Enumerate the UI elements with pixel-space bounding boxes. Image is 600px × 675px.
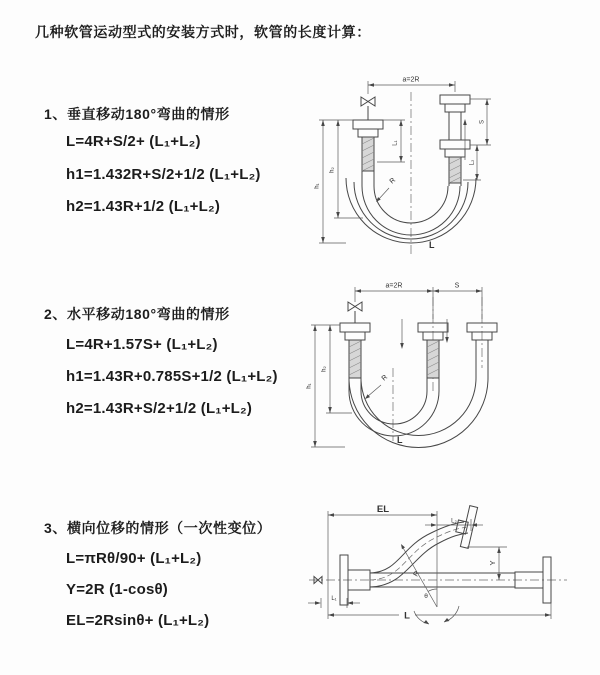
diagram-horizontal-180-bend: [300, 273, 600, 468]
right-fitting: [440, 95, 470, 186]
dim-label-a2r: a=2R: [402, 76, 420, 84]
section-1-formula-h2: h2=1.43R+1/2 (L₁+L₂): [66, 198, 221, 215]
left-fitting: [353, 120, 383, 186]
section-1-heading: 1、垂直移动180°弯曲的情形: [44, 106, 230, 122]
section-3-formula-L: L=πRθ/90+ (L₁+L₂): [66, 550, 202, 567]
dim-label-theta: θ: [424, 593, 428, 600]
dimension-a2r: [368, 77, 455, 95]
radius-leader: [401, 544, 437, 607]
valve-icon: [361, 97, 375, 106]
dim-label-l2: L₂: [451, 518, 457, 525]
dim-label-el: EL: [376, 504, 390, 515]
diagram-vertical-180-bend: [305, 68, 595, 263]
dimension-s: [470, 99, 491, 145]
dim-label-s: S: [454, 282, 460, 290]
dim-label-l2: L₂: [469, 159, 476, 166]
dimension-l: [328, 603, 551, 622]
dim-label-h2: h₂: [321, 366, 328, 372]
dimension-h2: [311, 325, 352, 413]
section-1-formula-L: L=4R+S/2+ (L₁+L₂): [66, 133, 201, 150]
dim-label-l: L: [397, 435, 403, 445]
section-1-formula-h1: h1=1.432R+S/2+1/2 (L₁+L₂): [66, 166, 261, 183]
dim-label-l1: L₁: [331, 596, 337, 602]
valve-icon: [348, 302, 362, 311]
dimension-l1: [377, 120, 405, 162]
dim-label-h2: h₂: [329, 167, 336, 173]
dim-label-h1: h₁: [306, 383, 313, 389]
dim-label-r: R: [380, 373, 390, 383]
dim-label-a2r: a=2R: [385, 282, 403, 290]
section-3-heading: 3、横向位移的情形（一次性变位）: [44, 520, 272, 536]
section-2-heading: 2、水平移动180°弯曲的情形: [44, 306, 230, 322]
dimension-l1: [308, 596, 360, 608]
left-fitting: [340, 323, 370, 391]
dimension-a2r: [355, 283, 482, 320]
dimension-el: [328, 504, 437, 619]
hose-displaced-position: [370, 506, 478, 587]
page-title: 几种软管运动型式的安装方式时，软管的长度计算：: [35, 24, 371, 40]
dim-label-h1: h₁: [314, 183, 321, 189]
dimension-h2: [319, 120, 363, 218]
dim-label-r: R: [412, 570, 422, 578]
dim-label-l: L: [404, 610, 410, 622]
dim-label-s: S: [479, 119, 486, 125]
section-2-formula-h1: h1=1.43R+0.785S+1/2 (L₁+L₂): [66, 368, 278, 385]
dim-label-r: R: [388, 176, 398, 186]
section-2-formula-L: L=4R+1.57S+ (L₁+L₂): [66, 336, 218, 353]
dimension-l2: [463, 145, 481, 180]
hose-u-bend: [349, 378, 488, 448]
dimension-y: [467, 547, 507, 580]
radius-leader: [365, 374, 389, 399]
section-3-formula-EL: EL=2Rsinθ+ (L₁+L₂): [66, 612, 210, 629]
dimension-h1: [315, 120, 347, 243]
section-3-formula-Y: Y=2R (1-cosθ): [66, 581, 168, 598]
dim-label-y: Y: [488, 560, 497, 566]
dim-label-l1: L₁: [392, 140, 399, 146]
diagram-lateral-displacement: [295, 495, 600, 660]
radius-leader: [376, 177, 397, 202]
section-2-formula-h2: h2=1.43R+S/2+1/2 (L₁+L₂): [66, 400, 253, 417]
dimension-h1: [307, 325, 346, 447]
dim-label-l: L: [429, 240, 435, 250]
